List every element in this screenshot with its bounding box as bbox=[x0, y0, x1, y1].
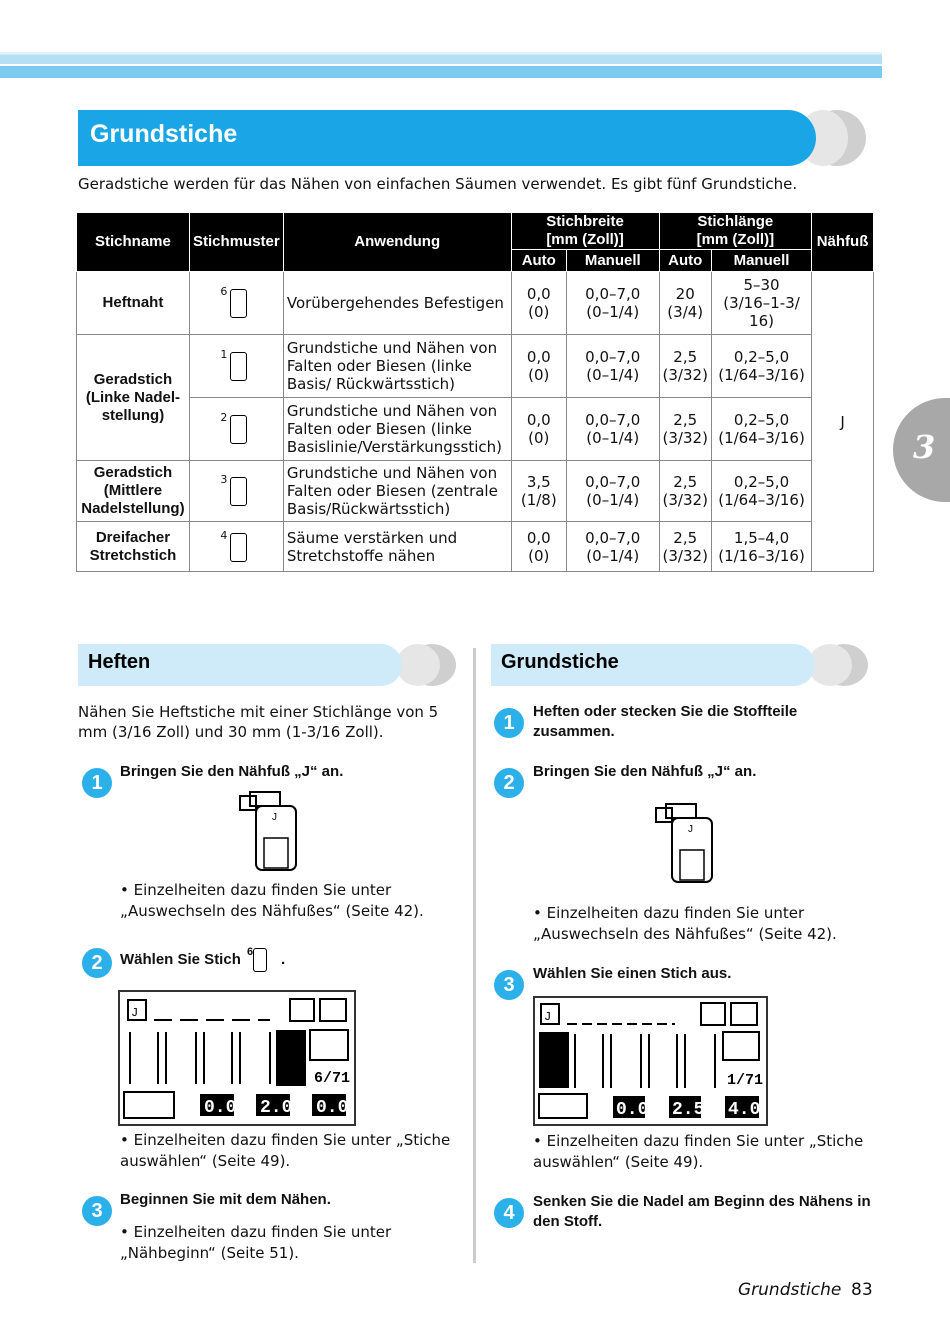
bullet-item: • Einzelheiten dazu finden Sie unter „Stiche auswählen“ (Seite 49). bbox=[533, 1132, 864, 1171]
subheader-heften bbox=[78, 644, 402, 686]
stitch-pattern-icon: 4 bbox=[218, 527, 254, 563]
svg-text:0.0: 0.0 bbox=[204, 1098, 237, 1118]
subheader-grundstiche bbox=[491, 644, 815, 686]
col-l-auto: Auto bbox=[659, 250, 711, 272]
stitch-use: Vorübergehendes Befestigen bbox=[283, 272, 511, 335]
svg-text:J: J bbox=[688, 824, 693, 835]
stitch-name: Dreifacher Stretchstich bbox=[77, 522, 190, 572]
step-number: 1 bbox=[82, 768, 112, 798]
svg-text:2.5: 2.5 bbox=[672, 1100, 705, 1120]
cell-value: 0,0 (0) bbox=[511, 335, 566, 398]
stitch-name: Heftnaht bbox=[77, 272, 190, 335]
stitch-pattern bbox=[189, 522, 283, 572]
cell-value: 0,0–7,0 (0–1/4) bbox=[566, 461, 659, 522]
svg-text:6/71: 6/71 bbox=[314, 1070, 351, 1087]
stitch-name: Geradstich (Mittlere Nadelstellung) bbox=[77, 461, 190, 522]
cell-value: 5–30 (3/16–1-3/ 16) bbox=[711, 272, 811, 335]
bullet-item: • Einzelheiten dazu finden Sie unter „Auswechseln des Nähfußes“ (Seite 42). bbox=[120, 881, 424, 920]
presser-foot-j-illustration bbox=[234, 790, 304, 874]
step-text: Bringen Sie den Nähfuß „J“ an. bbox=[120, 763, 344, 780]
stitch-use: Grundstiche und Nähen von Falten oder Biesen (zentrale Basis/Rückwärtsstich) bbox=[283, 461, 511, 522]
step-number: 4 bbox=[494, 1198, 524, 1228]
subheader-pill-decoration bbox=[396, 644, 440, 686]
step-text: Senken Sie die Nadel am Beginn des Nähens in den Stoff. bbox=[533, 1193, 871, 1230]
svg-text:2.0: 2.0 bbox=[260, 1098, 293, 1118]
col-b-auto: Auto bbox=[511, 250, 566, 272]
svg-text:0.0: 0.0 bbox=[316, 1098, 349, 1118]
stitch-pattern bbox=[189, 398, 283, 461]
heften-intro: Nähen Sie Heftstiche mit einer Stichlänge von 5 mm (3/16 Zoll) und 30 mm (1-3/16 Zoll). bbox=[78, 703, 439, 741]
step-text: Beginnen Sie mit dem Nähen. bbox=[120, 1191, 331, 1208]
cell-value: 1,5–4,0 (1/16–3/16) bbox=[711, 522, 811, 572]
stitch-use: Säume verstärken und Stretchstoffe nähen bbox=[283, 522, 511, 572]
stitch-pattern-icon: 3 bbox=[218, 471, 254, 507]
footer-label: Grundstiche bbox=[738, 1280, 842, 1300]
col-l-manuell: Manuell bbox=[711, 250, 811, 272]
step-number: 3 bbox=[82, 1196, 112, 1226]
step-number: 1 bbox=[494, 708, 524, 738]
table-row bbox=[77, 461, 874, 522]
section-title-bar bbox=[78, 110, 816, 166]
cell-value: 0,0 (0) bbox=[511, 272, 566, 335]
foot-value: J bbox=[812, 272, 874, 572]
col-stichbreite: Stichbreite [mm (Zoll)] bbox=[511, 213, 659, 250]
cell-value: 0,0–7,0 (0–1/4) bbox=[566, 522, 659, 572]
col-b-manuell: Manuell bbox=[566, 250, 659, 272]
cell-value: 20 (3/4) bbox=[659, 272, 711, 335]
svg-text:1/71: 1/71 bbox=[727, 1072, 764, 1089]
presser-foot-j-illustration bbox=[650, 802, 720, 886]
step-number: 3 bbox=[494, 970, 524, 1000]
stitch-pattern-icon: 6 bbox=[245, 942, 281, 978]
cell-value: 2,5 (3/32) bbox=[659, 398, 711, 461]
cell-value: 2,5 (3/32) bbox=[659, 522, 711, 572]
step-number: 2 bbox=[82, 948, 112, 978]
col-stichlaenge: Stichlänge [mm (Zoll)] bbox=[659, 213, 812, 250]
intro-text: Geradstiche werden für das Nähen von einfachen Säumen verwendet. Es gibt fünf Grundstiche. bbox=[78, 175, 798, 193]
cell-value: 0,0–7,0 (0–1/4) bbox=[566, 398, 659, 461]
page-title: Grundstiche bbox=[90, 120, 238, 148]
column-divider bbox=[473, 648, 476, 1263]
svg-text:4.0: 4.0 bbox=[728, 1100, 761, 1120]
svg-text:J: J bbox=[544, 1010, 552, 1024]
cell-value: 0,2–5,0 (1/64–3/16) bbox=[711, 398, 811, 461]
stitch-table bbox=[76, 212, 874, 572]
table-row bbox=[77, 522, 874, 572]
step-text: Heften oder stecken Sie die Stoffteile zusammen. bbox=[533, 703, 798, 740]
step-number: 2 bbox=[494, 768, 524, 798]
step-text: Wählen Sie Stich 6 . bbox=[120, 942, 285, 978]
step-text: Bringen Sie den Nähfuß „J“ an. bbox=[533, 763, 757, 780]
table-row bbox=[77, 335, 874, 398]
stitch-pattern bbox=[189, 272, 283, 335]
stitch-use: Grundstiche und Nähen von Falten oder Biesen (linke Basislinie/Verstärkungsstich) bbox=[283, 398, 511, 461]
cell-value: 0,2–5,0 (1/64–3/16) bbox=[711, 335, 811, 398]
stitch-name: Geradstich (Linke Nadel-stellung) bbox=[77, 335, 190, 461]
chapter-tab bbox=[893, 398, 950, 502]
subheader-title: Grundstiche bbox=[501, 651, 619, 673]
stitch-use: Grundstiche und Nähen von Falten oder Biesen (linke Basis/ Rückwärtsstich) bbox=[283, 335, 511, 398]
cell-value: 2,5 (3/32) bbox=[659, 461, 711, 522]
stitch-pattern bbox=[189, 335, 283, 398]
col-anwendung: Anwendung bbox=[283, 213, 511, 272]
cell-value: 3,5 (1/8) bbox=[511, 461, 566, 522]
bullet-item: • Einzelheiten dazu finden Sie unter „Stiche auswählen“ (Seite 49). bbox=[120, 1131, 451, 1170]
chapter-number: 3 bbox=[913, 428, 936, 466]
cell-value: 0,0–7,0 (0–1/4) bbox=[566, 272, 659, 335]
stitch-pattern-icon: 6 bbox=[218, 283, 254, 319]
lcd-display bbox=[118, 990, 356, 1126]
cell-value: 2,5 (3/32) bbox=[659, 335, 711, 398]
table-row bbox=[77, 398, 874, 461]
stitch-pattern bbox=[189, 461, 283, 522]
cell-value: 0,0 (0) bbox=[511, 522, 566, 572]
lcd-screen-graphic bbox=[535, 998, 766, 1124]
lcd-screen-graphic bbox=[120, 992, 354, 1124]
cell-value: 0,0 (0) bbox=[511, 398, 566, 461]
svg-text:J: J bbox=[272, 812, 277, 823]
stitch-pattern-icon: 2 bbox=[218, 409, 254, 445]
cell-value: 0,0–7,0 (0–1/4) bbox=[566, 335, 659, 398]
bullet-item: • Einzelheiten dazu finden Sie unter „Nähbeginn“ (Seite 51). bbox=[120, 1223, 392, 1262]
table-row bbox=[77, 272, 874, 335]
svg-text:0.0: 0.0 bbox=[616, 1100, 649, 1120]
col-stichname: Stichname bbox=[77, 213, 190, 272]
col-naehfuss: Nähfuß bbox=[812, 213, 874, 272]
svg-text:J: J bbox=[131, 1006, 139, 1020]
cell-value: 0,2–5,0 (1/64–3/16) bbox=[711, 461, 811, 522]
step-text: Wählen Sie einen Stich aus. bbox=[533, 965, 732, 982]
stitch-pattern-icon: 1 bbox=[218, 346, 254, 382]
bullet-item: • Einzelheiten dazu finden Sie unter „Auswechseln des Nähfußes“ (Seite 42). bbox=[533, 904, 837, 943]
lcd-display bbox=[533, 996, 768, 1126]
col-stichmuster: Stichmuster bbox=[189, 213, 283, 272]
top-band bbox=[0, 52, 882, 78]
subheader-title: Heften bbox=[88, 651, 151, 673]
page-number: 83 bbox=[851, 1280, 873, 1300]
